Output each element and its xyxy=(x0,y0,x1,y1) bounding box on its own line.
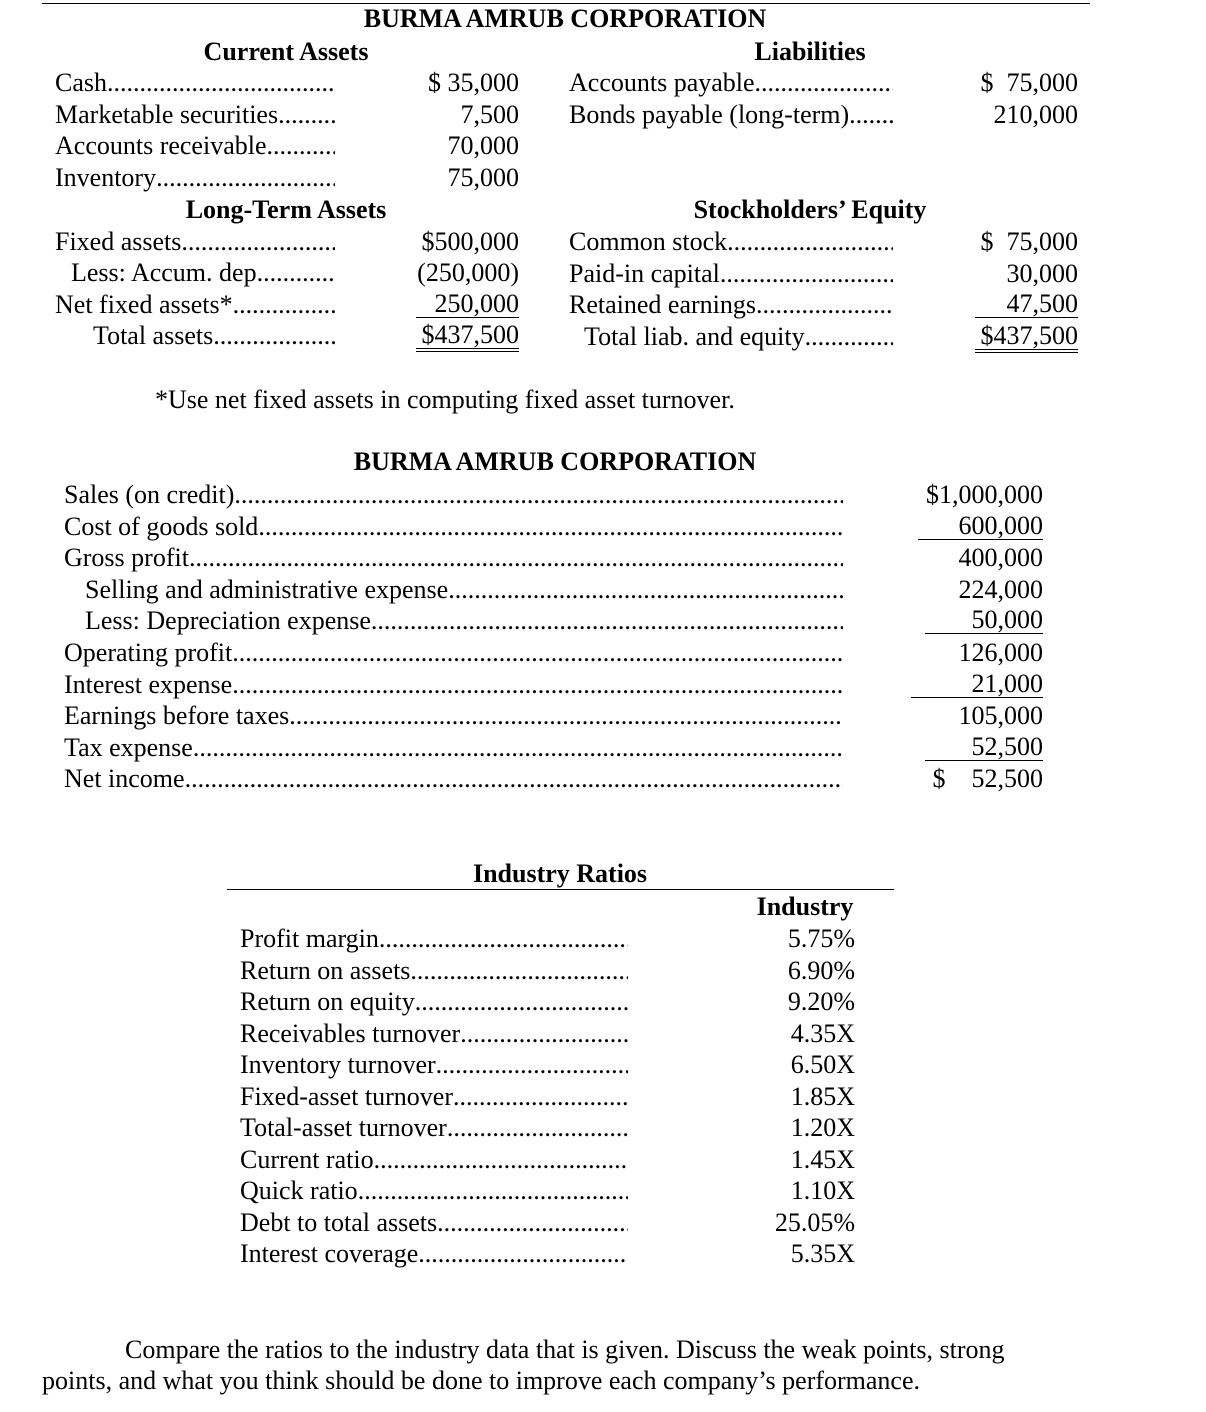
row-label: Less: Accum. dep. xyxy=(71,258,264,287)
row-label-with-leader xyxy=(64,543,843,573)
table-row xyxy=(0,322,1206,352)
row-label: Operating profit xyxy=(64,638,233,667)
row-label: Current ratio xyxy=(240,1144,374,1174)
current-assets-heading: Current Assets xyxy=(203,37,369,66)
row-label-with-leader xyxy=(584,322,893,352)
row-value: 30,000 xyxy=(1006,258,1078,288)
industry-ratios-title: Industry Ratios xyxy=(472,859,648,888)
row-label-with-leader xyxy=(240,1239,628,1269)
row-value: 9.20% xyxy=(787,987,855,1016)
row-value: 52,500 xyxy=(925,733,1043,761)
income-statement-title: BURMA AMRUB CORPORATION xyxy=(353,447,757,476)
table-row xyxy=(0,1145,1206,1175)
row-value: 75,000 xyxy=(447,163,519,192)
row-label: Fixed-asset turnover xyxy=(240,1081,454,1111)
row-label: Inventory xyxy=(55,163,157,192)
row-label: Marketable securities xyxy=(55,100,279,129)
row-label-with-leader xyxy=(569,259,893,289)
dot-leader xyxy=(437,1208,628,1238)
table-row xyxy=(0,1208,1206,1238)
table-row xyxy=(0,1019,1206,1049)
dot-leader xyxy=(415,987,628,1017)
dot-leader xyxy=(371,606,843,636)
row-value: 7,500 xyxy=(460,100,519,129)
question-line-1: Compare the ratios to the industry data that is given. Discuss the weak points, strong xyxy=(125,1335,1005,1364)
dot-leader xyxy=(258,512,843,542)
long-term-assets-heading: Long-Term Assets xyxy=(185,195,387,224)
row-label-with-leader xyxy=(240,1019,628,1049)
row-label-with-leader xyxy=(64,701,843,731)
row-label: Accounts receivable xyxy=(55,131,267,160)
table-row xyxy=(0,956,1206,986)
dot-leader xyxy=(418,1239,628,1269)
row-value: 250,000 xyxy=(416,290,519,318)
row-label-with-leader xyxy=(569,227,893,257)
dot-leader xyxy=(379,924,628,954)
row-label-with-leader xyxy=(240,1176,628,1206)
row-value: 6.90% xyxy=(787,955,855,985)
table-row xyxy=(0,163,1206,193)
dot-leader xyxy=(289,701,843,731)
table-row xyxy=(0,543,1206,573)
dot-leader xyxy=(232,670,843,700)
row-label: Return on assets xyxy=(240,955,411,985)
table-row xyxy=(0,131,1206,161)
dot-leader xyxy=(436,1050,628,1080)
table-row xyxy=(0,733,1206,763)
row-label: Common stock xyxy=(569,227,728,256)
table-row xyxy=(0,987,1206,1017)
dot-leader xyxy=(193,733,843,763)
row-value: $1,000,000 xyxy=(926,480,1043,509)
row-label: Total liab. and equity xyxy=(584,321,805,351)
row-label-with-leader xyxy=(85,606,843,636)
row-label: Total assets xyxy=(93,321,214,350)
dot-leader xyxy=(453,1082,628,1112)
table-row xyxy=(0,638,1206,668)
row-label: Interest expense xyxy=(64,669,233,699)
row-value: $ 75,000 xyxy=(980,68,1078,97)
dot-leader xyxy=(267,131,335,161)
row-label-with-leader xyxy=(64,670,843,700)
row-label-with-leader xyxy=(85,575,843,605)
row-value: (250,000) xyxy=(417,258,519,287)
row-value: 1.85X xyxy=(790,1081,855,1111)
row-label: Receivables turnover xyxy=(240,1018,461,1048)
row-value: 105,000 xyxy=(958,701,1043,731)
row-label: Net income xyxy=(64,764,185,794)
row-label: Return on equity xyxy=(240,987,415,1016)
row-value: $437,500 xyxy=(975,322,1078,353)
row-label: Gross profit xyxy=(64,543,189,573)
row-label-with-leader xyxy=(240,987,628,1017)
row-label-with-leader xyxy=(64,764,843,794)
row-label: Earnings before taxes xyxy=(64,701,290,731)
row-value: 1.10X xyxy=(790,1176,855,1205)
row-label: Profit margin xyxy=(240,924,379,953)
row-label-with-leader xyxy=(569,100,893,130)
dot-leader xyxy=(805,322,893,352)
dot-leader xyxy=(460,1019,628,1049)
table-row xyxy=(0,1050,1206,1080)
table-row xyxy=(0,100,1206,130)
row-label: Quick ratio xyxy=(240,1176,358,1205)
row-label: Inventory turnover xyxy=(240,1050,436,1079)
table-row xyxy=(0,764,1206,794)
table-row xyxy=(0,259,1206,289)
row-label: Bonds payable (long-term) xyxy=(569,100,850,129)
row-label-with-leader xyxy=(240,956,628,986)
row-value: 47,500 xyxy=(975,290,1078,318)
row-label: Fixed assets xyxy=(55,227,182,256)
dot-leader xyxy=(447,1113,628,1143)
stockholders-equity-heading: Stockholders’ Equity xyxy=(693,195,927,224)
row-label: Total-asset turnover xyxy=(240,1113,447,1142)
dot-leader xyxy=(720,259,893,289)
row-label: Accounts payable xyxy=(569,68,755,97)
table-row xyxy=(0,1176,1206,1206)
table-row xyxy=(0,1239,1206,1269)
dot-leader xyxy=(156,163,335,193)
row-value: 400,000 xyxy=(958,543,1043,573)
row-value: 70,000 xyxy=(447,131,519,160)
row-value: 50,000 xyxy=(925,606,1043,634)
row-value: 4.35X xyxy=(790,1018,855,1048)
row-label-with-leader xyxy=(240,1208,628,1238)
row-value: $ 52,500 xyxy=(932,764,1043,794)
row-label: Retained earnings xyxy=(569,290,756,319)
dot-leader xyxy=(189,543,843,573)
table-row xyxy=(0,68,1206,98)
dot-leader xyxy=(849,100,893,130)
row-value: $ 35,000 xyxy=(428,68,519,97)
row-label-with-leader xyxy=(240,1145,628,1175)
row-value: 224,000 xyxy=(958,574,1043,604)
row-value: $437,500 xyxy=(416,321,519,352)
table-row xyxy=(0,1113,1206,1143)
row-label: Net fixed assets* xyxy=(55,290,233,319)
row-label-with-leader xyxy=(64,512,843,542)
dot-leader xyxy=(755,68,893,98)
row-label-with-leader xyxy=(55,131,335,161)
row-value: 1.20X xyxy=(790,1113,855,1142)
row-label: Sales (on credit) xyxy=(64,480,235,509)
row-label: Selling and administrative expense xyxy=(85,574,449,604)
row-label: Paid-in capital xyxy=(569,258,720,288)
row-value: 600,000 xyxy=(918,512,1043,540)
row-value: 5.75% xyxy=(787,924,855,953)
table-row xyxy=(0,227,1206,257)
dot-leader xyxy=(448,575,843,605)
dot-leader xyxy=(234,480,843,510)
row-label: Cost of goods sold xyxy=(64,511,259,541)
table-row xyxy=(0,670,1206,700)
table-row xyxy=(0,701,1206,731)
row-label-with-leader xyxy=(569,290,893,320)
row-label-with-leader xyxy=(240,1113,628,1143)
row-label: Less: Depreciation expense xyxy=(85,606,371,636)
row-label: Cash xyxy=(55,68,107,97)
row-label-with-leader xyxy=(240,1082,628,1112)
table-row xyxy=(0,606,1206,636)
row-value: 21,000 xyxy=(911,670,1043,698)
table-row xyxy=(0,924,1206,954)
table-row xyxy=(0,575,1206,605)
row-value: $ 75,000 xyxy=(980,227,1078,256)
dot-leader xyxy=(232,638,843,668)
dot-leader xyxy=(358,1176,628,1206)
dot-leader xyxy=(374,1145,628,1175)
ratios-rule xyxy=(227,889,894,890)
row-label: Interest coverage xyxy=(240,1239,419,1268)
row-label-with-leader xyxy=(240,1050,628,1080)
table-row xyxy=(0,290,1206,320)
industry-column-header: Industry xyxy=(756,892,854,921)
row-value: 5.35X xyxy=(790,1239,855,1268)
row-value: 25.05% xyxy=(774,1207,855,1237)
dot-leader xyxy=(410,956,628,986)
row-label-with-leader xyxy=(55,163,335,193)
table-row xyxy=(0,480,1206,510)
row-label-with-leader xyxy=(64,480,843,510)
row-label-with-leader xyxy=(64,638,843,668)
row-label-with-leader xyxy=(569,68,893,98)
table-row xyxy=(0,1082,1206,1112)
row-value: 6.50X xyxy=(790,1050,855,1079)
dot-leader xyxy=(727,227,893,257)
liabilities-heading: Liabilities xyxy=(754,37,866,66)
row-label: Debt to total assets xyxy=(240,1207,438,1237)
row-value: 1.45X xyxy=(790,1144,855,1174)
footnote: *Use net fixed assets in computing fixed asset turnover. xyxy=(155,385,735,414)
row-label-with-leader xyxy=(240,924,628,954)
row-label: Tax expense xyxy=(64,732,193,762)
balance-sheet-title: BURMA AMRUB CORPORATION xyxy=(363,4,767,33)
dot-leader xyxy=(185,764,843,794)
dot-leader xyxy=(756,290,893,320)
row-label-with-leader xyxy=(64,733,843,763)
row-value: $500,000 xyxy=(421,227,519,256)
question-line-2: points, and what you think should be done to improve each company’s performance. xyxy=(42,1366,921,1395)
table-row xyxy=(0,512,1206,542)
row-value: 126,000 xyxy=(958,638,1043,667)
row-value: 210,000 xyxy=(993,100,1078,129)
